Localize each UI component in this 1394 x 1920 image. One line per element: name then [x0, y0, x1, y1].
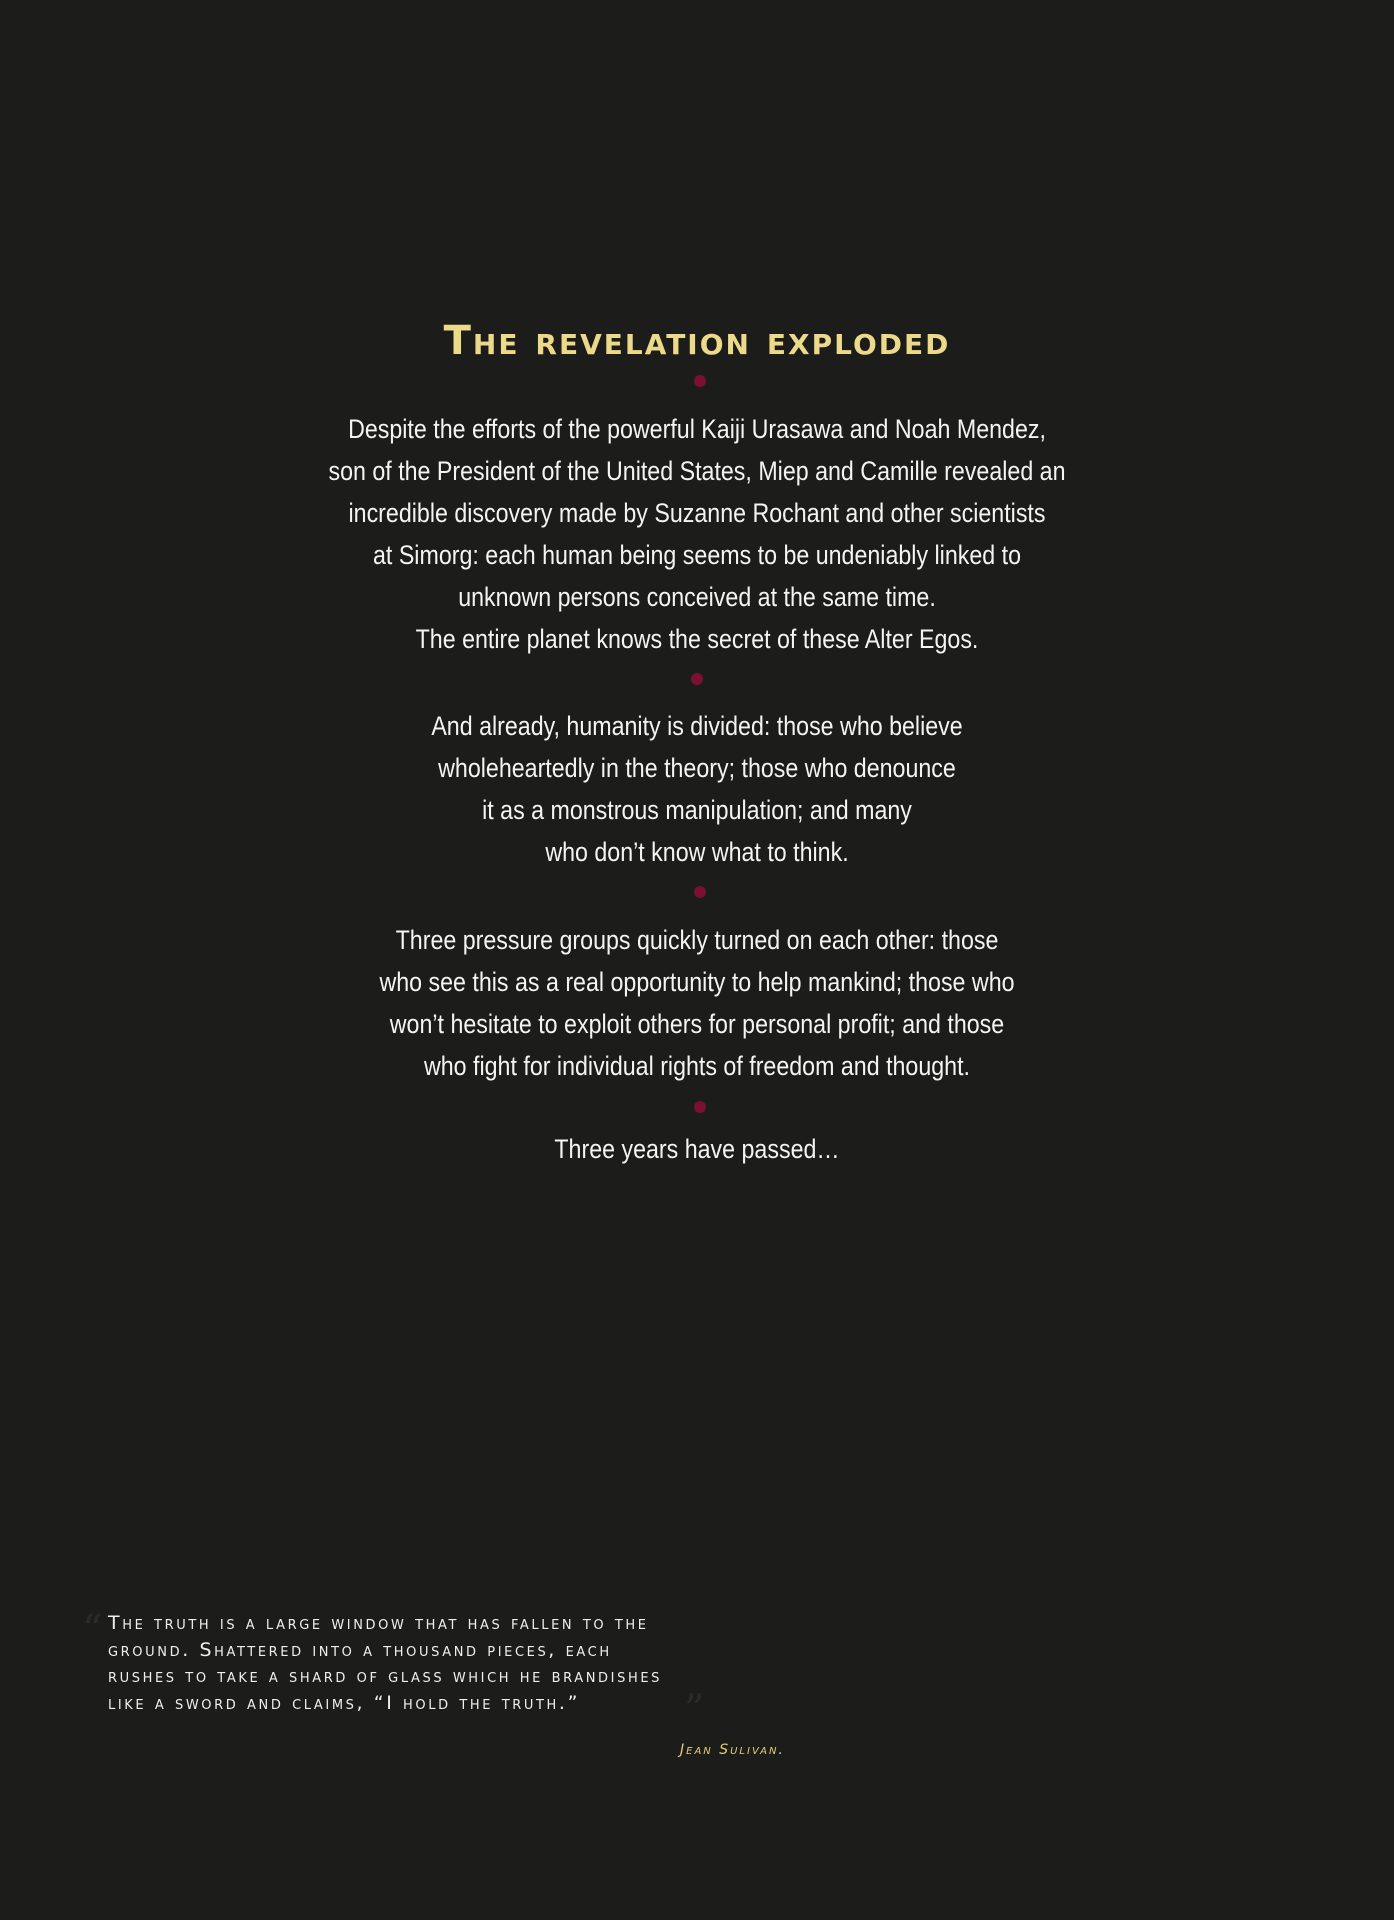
paragraph-intro [98, 408, 1297, 660]
paragraph-line: it as a monstrous manipulation; and many [482, 795, 912, 825]
open-quote-mark: “ [82, 1607, 103, 1653]
epigraph-quote [108, 1610, 828, 1716]
page-title: The revelation exploded [443, 318, 951, 364]
paragraph-line: And already, humanity is divided: those who believe [431, 711, 963, 741]
paragraph-line: wholeheartedly in the theory; those who denounce [438, 753, 956, 783]
paragraph-line: who don’t know what to think. [545, 837, 849, 867]
quote-line: rushes to take a shard of glass which he brandishes [108, 1665, 662, 1687]
paragraph-line: Three pressure groups quickly turned on each other: those [395, 925, 999, 955]
quote-line: ground. Shattered into a thousand pieces, each [108, 1638, 612, 1661]
paragraph-line: who see this as a real opportunity to help mankind; those who [379, 967, 1015, 997]
quote-author: Jean Sulivan. [680, 1742, 785, 1758]
paragraph-line: son of the President of the United States, Miep and Camille revealed an [328, 456, 1066, 486]
paragraph-closing [98, 1128, 1297, 1170]
quote-line: The truth is a large window that has fallen to the [108, 1612, 649, 1634]
paragraph-pressure-groups [98, 919, 1297, 1087]
paragraph-line: who fight for individual rights of freedom and thought. [423, 1051, 970, 1081]
quote-line: like a sword and claims, “I hold the truth.” [108, 1691, 581, 1714]
separator-dot [691, 673, 703, 685]
separator-dot [694, 1101, 706, 1113]
separator-dot [694, 375, 706, 387]
paragraph-line: incredible discovery made by Suzanne Rochant and other scientists [348, 498, 1046, 528]
paragraph-line: unknown persons conceived at the same time. [458, 582, 936, 612]
paragraph-line: at Simorg: each human being seems to be undeniably linked to [373, 540, 1021, 570]
separator-dot [694, 886, 706, 898]
paragraph-line: The entire planet knows the secret of these Alter Egos. [415, 624, 979, 654]
paragraph-division [98, 705, 1297, 873]
close-quote-mark: ” [684, 1687, 705, 1733]
paragraph-line: Despite the efforts of the powerful Kaiji Urasawa and Noah Mendez, [348, 414, 1046, 444]
paragraph-line: won’t hesitate to exploit others for personal profit; and those [389, 1009, 1005, 1039]
paragraph-line: Three years have passed… [554, 1134, 840, 1164]
